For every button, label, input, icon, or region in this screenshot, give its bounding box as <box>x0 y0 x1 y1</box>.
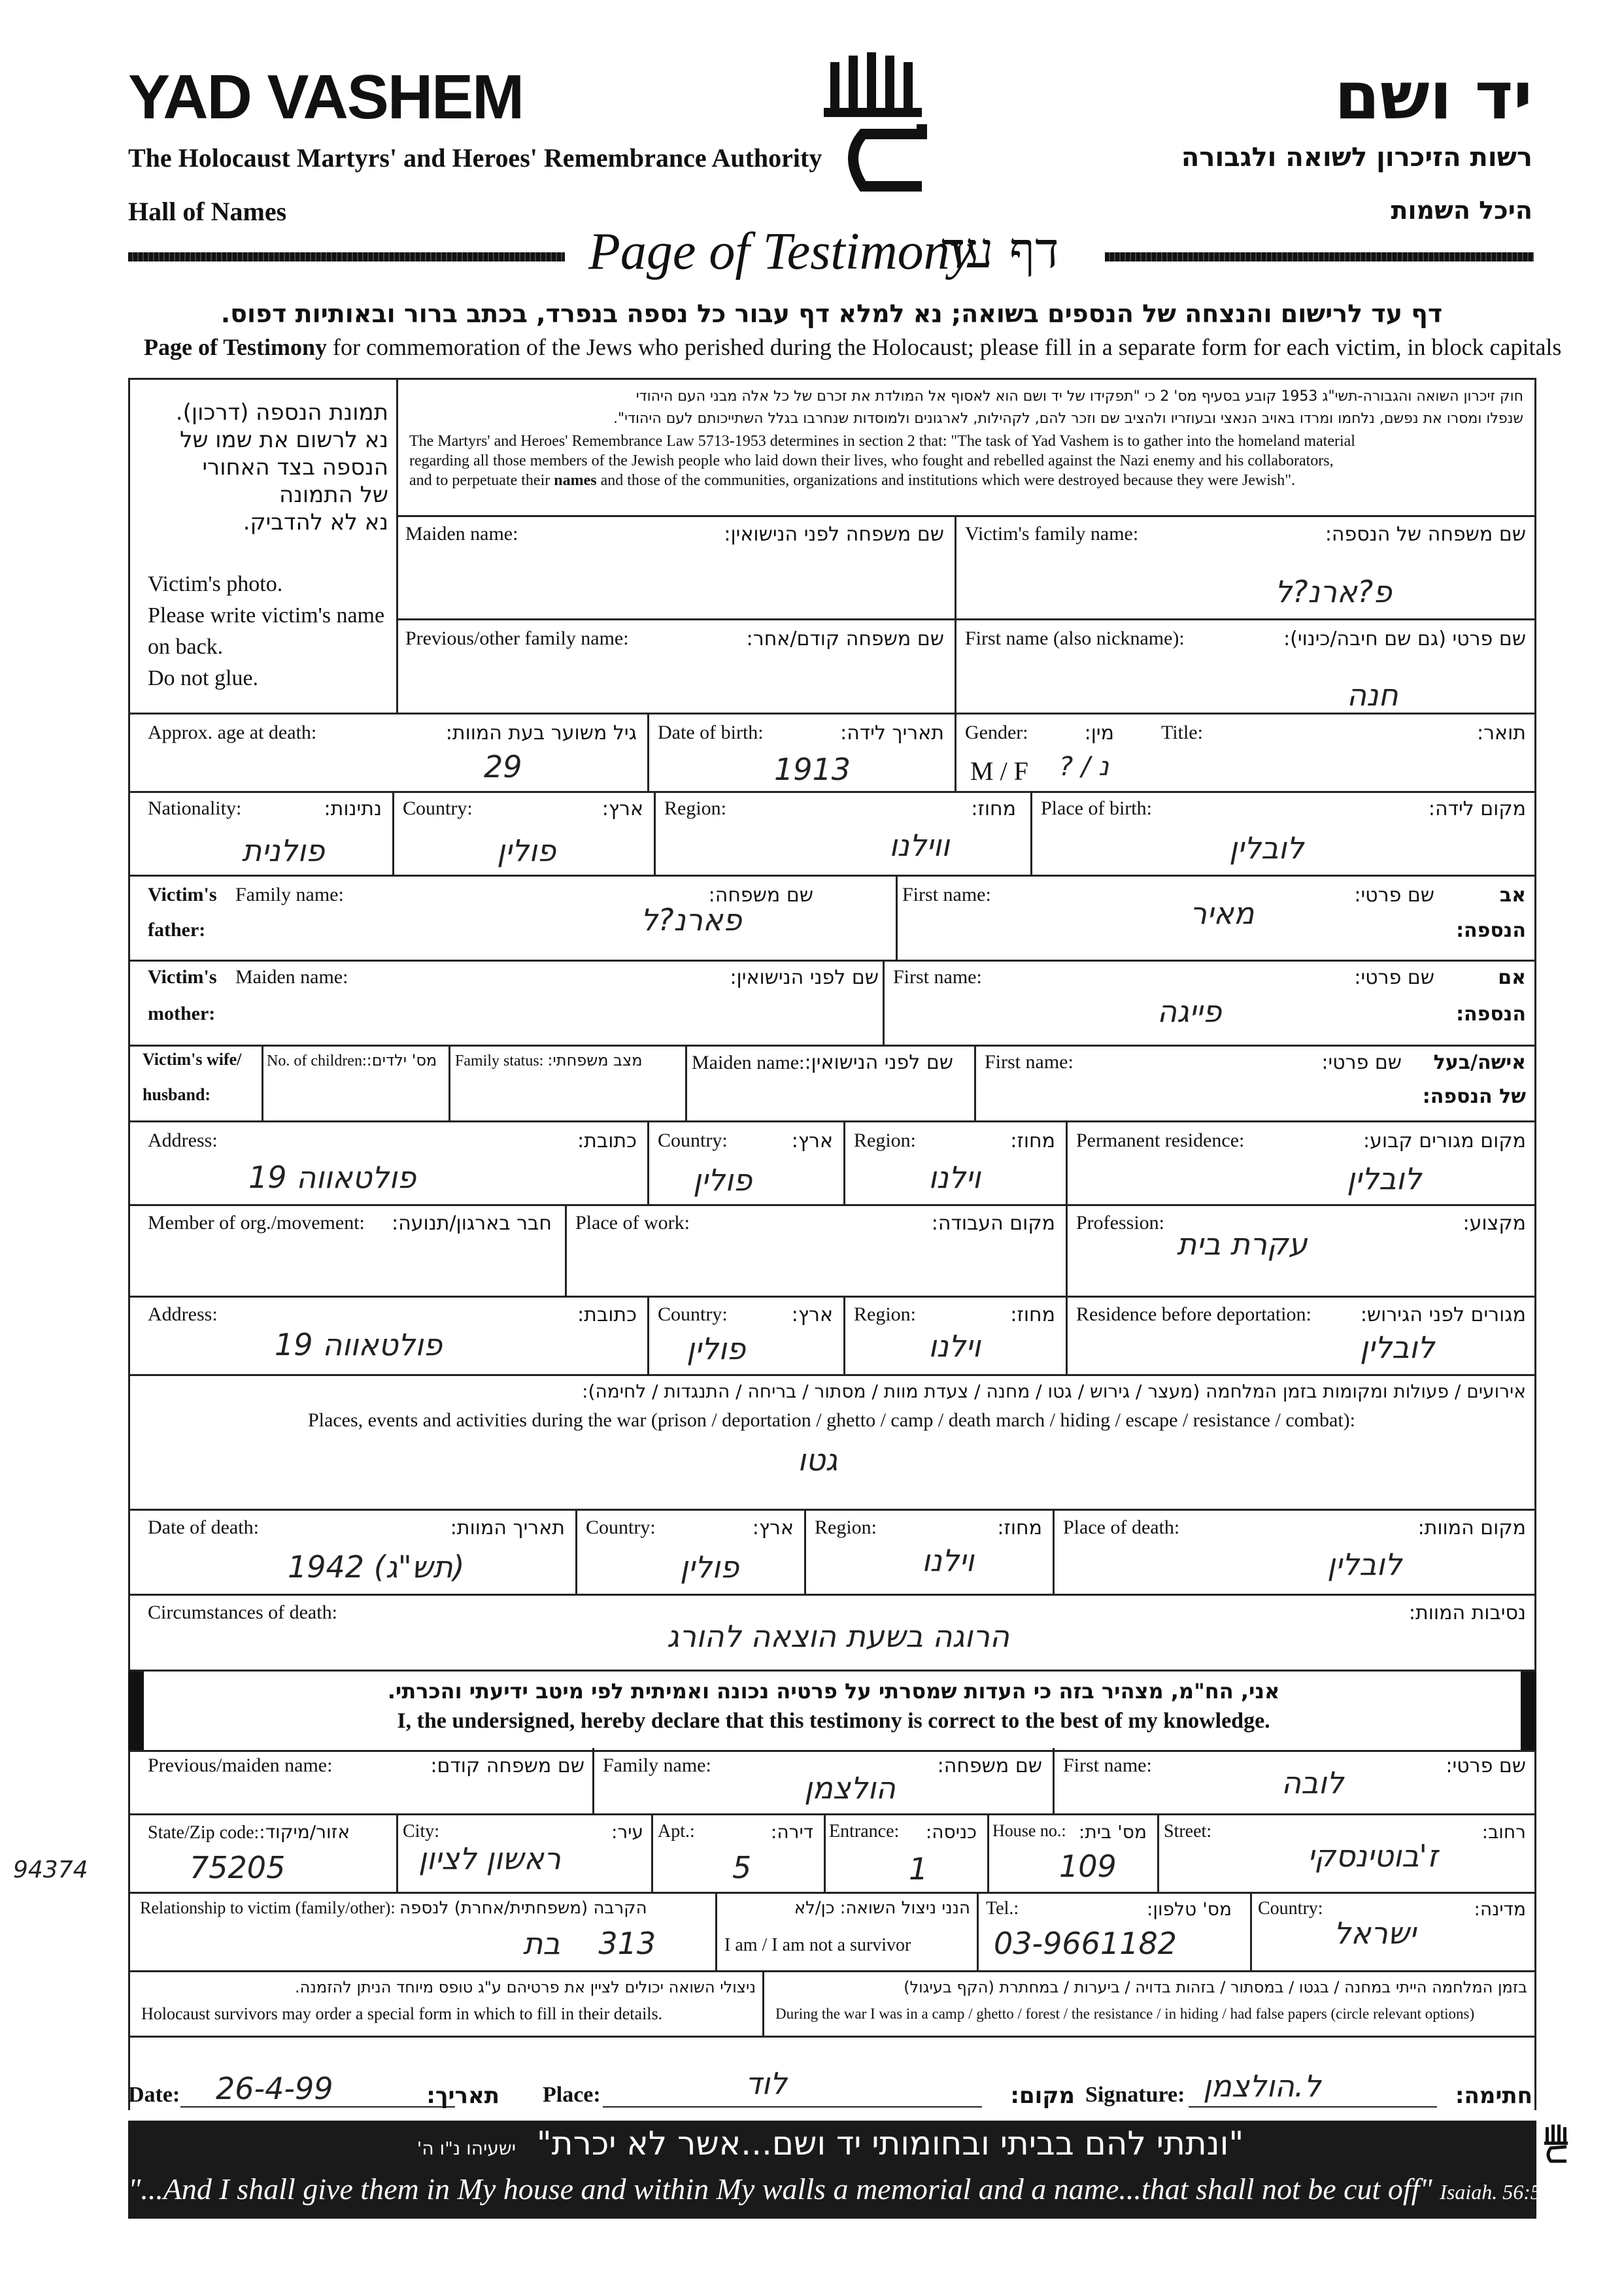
zip-label: State/Zip code:אזור/מיקוד: <box>148 1821 350 1843</box>
signature-value: ל.הולצמן <box>1203 2068 1321 2104</box>
gender-marked: נ / ? <box>1059 752 1109 782</box>
special-form-en: Holocaust survivors may order a special form in which to fill in their details. <box>141 2004 663 2023</box>
witness-first-name-value: לובה <box>1281 1765 1344 1800</box>
spouse-maiden-name-label: Maiden name:שם לפני הנישואין: <box>692 1051 953 1074</box>
deport-region-label: Region: <box>854 1303 916 1325</box>
father-first-name-value: מאיר <box>1190 896 1255 931</box>
witness-first-name-label-he: שם פרטי: <box>1446 1755 1526 1777</box>
events-label-he: אירועים / פעולות ומקומות בזמן המלחמה (מעצר / גירוש / גטו / מחנה / צעדת מוות / מסתור / בריחה / התנגדות / לחימה): <box>582 1381 1526 1402</box>
address-country-label-he: ארץ: <box>791 1130 833 1152</box>
country-label: Country: <box>403 798 473 819</box>
footer-quote-band <box>128 2121 1541 2219</box>
house-no-label: House no.: <box>992 1821 1066 1840</box>
circumstances-label: Circumstances of death: <box>148 1602 337 1623</box>
nationality-label: Nationality: <box>148 798 242 819</box>
country-label-he: ארץ: <box>601 798 643 820</box>
date-of-birth-value: 1913 <box>774 752 851 787</box>
first-name-label: First name (also nickname): <box>965 628 1185 649</box>
gender-label-he: מין: <box>1084 722 1114 745</box>
age-at-death-label: Approx. age at death: <box>148 722 317 743</box>
place-of-birth-label: Place of birth: <box>1041 798 1152 819</box>
instructions-en: Page of Testimony for commemoration of the Jews who perished during the Holocaust; please fill in a separate form for each victim, in block capitals <box>144 334 1562 360</box>
mother-label-2: mother: <box>148 1003 216 1024</box>
death-region-label: Region: <box>815 1517 877 1538</box>
title-label: Title: <box>1161 722 1203 743</box>
events-value: גטו <box>798 1442 838 1477</box>
member-org-label: Member of org./movement: <box>148 1212 365 1234</box>
father-label: Victim's <box>148 884 217 905</box>
permanent-residence-value: לובלין <box>1347 1161 1422 1196</box>
date-of-birth-label: Date of birth: <box>658 722 764 743</box>
place-of-death-label-he: מקום המוות: <box>1417 1517 1526 1539</box>
father-first-name-label-he: שם פרטי: <box>1354 884 1434 907</box>
date-of-death-label: Date of death: <box>148 1517 259 1538</box>
date-of-death-label-he: תאריך המוות: <box>450 1517 565 1539</box>
victim-first-name-value: חנה <box>1347 677 1398 713</box>
place-of-birth-value: לובלין <box>1229 830 1304 866</box>
date-of-death-value: 1942 (תש"ג) <box>288 1549 465 1585</box>
place-value: לוד <box>745 2066 787 2101</box>
residence-before-deportation-value: לובלין <box>1360 1330 1435 1365</box>
member-org-label-he: חבר בארגון/תנועה: <box>392 1212 552 1235</box>
hall-of-names-he: היכל השמות <box>1391 196 1532 225</box>
date-of-birth-label-he: תאריך לידה: <box>840 722 944 745</box>
profession-label: Profession: <box>1076 1212 1164 1234</box>
apt-label: Apt.: <box>658 1821 695 1841</box>
during-war-en: During the war I was in a camp / ghetto / forest / the resistance / in hiding / had false papers (circle relevant options) <box>775 2006 1475 2022</box>
father-family-name-label-he: שם משפחה: <box>708 884 813 907</box>
mother-first-name-label-he: שם פרטי: <box>1354 966 1434 989</box>
children-label: No. of children:מס' ילדים: <box>267 1051 437 1069</box>
family-name-label-he: שם משפחה של הנספה: <box>1325 523 1526 546</box>
page-title-he: דף עד <box>941 221 1059 279</box>
maiden-name-label-he: שם משפחה לפני הנישואין: <box>724 523 944 546</box>
deport-country-label: Country: <box>658 1303 728 1325</box>
age-at-death-value: 29 <box>484 749 522 784</box>
mother-maiden-name-label-he: שם לפני הנישואין: <box>730 966 879 989</box>
residence-before-deportation-label-he: מגורים לפני הגירוש: <box>1360 1303 1526 1326</box>
death-country-value: פולין <box>680 1549 739 1585</box>
place-label-he: מקום: <box>1010 2083 1075 2109</box>
witness-previous-name-label-he: שם משפחה קודם: <box>430 1755 584 1777</box>
footer-quote-he: "ונתתי להם בביתי ובחומותי יד ושם...אשר לא יכרת" ישעיהו נ"ו ה' <box>416 2125 1244 2162</box>
deport-region-value: וילנו <box>928 1328 981 1364</box>
date-label: Date: <box>128 2083 180 2107</box>
tel-label-he: מס' טלפון: <box>1146 1898 1232 1920</box>
nationality-value: פולנית <box>242 833 325 868</box>
signature-label-he: חתימה: <box>1455 2083 1532 2109</box>
apt-label-he: דירה: <box>770 1821 813 1843</box>
previous-family-name-label: Previous/other family name: <box>405 628 629 649</box>
address-region-label: Region: <box>854 1130 916 1151</box>
place-of-work-label: Place of work: <box>575 1212 690 1234</box>
spouse-first-name-label-he: שם פרטי: <box>1321 1051 1402 1074</box>
deport-country-value: פולין <box>686 1331 746 1366</box>
entrance-label-he: כניסה: <box>925 1821 977 1843</box>
form-right-border <box>1534 378 1536 2110</box>
org-subtitle-en: The Holocaust Martyrs' and Heroes' Remembrance Authority <box>128 143 822 173</box>
deport-region-label-he: מחוז: <box>1010 1303 1055 1326</box>
witness-family-name-value: הולצמן <box>804 1770 896 1806</box>
mother-label-1: Victim's <box>148 966 217 988</box>
survivor-label-he: הנני ניצול השואה: כן/לא <box>794 1898 970 1918</box>
city-label: City: <box>403 1821 440 1841</box>
death-region-value: וילנו <box>922 1543 974 1578</box>
deport-address-value: פולטאווה 19 <box>275 1327 443 1362</box>
deport-address-label-he: כתובת: <box>577 1303 637 1326</box>
survivor-label-en: I am / I am not a survivor <box>724 1935 911 1955</box>
yad-vashem-logo-icon <box>824 52 935 196</box>
page-title-en: Page of Testimony <box>588 223 973 280</box>
header-rule-left <box>128 252 565 261</box>
address-label: Address: <box>148 1130 218 1151</box>
father-label-he-2: הנספה: <box>1456 919 1526 942</box>
spouse-label-he-1: אישה/בעל <box>1433 1051 1526 1074</box>
zip-value: 75205 <box>190 1850 286 1885</box>
permanent-residence-label: Permanent residence: <box>1076 1130 1245 1151</box>
house-no-value: 109 <box>1059 1849 1117 1884</box>
form-left-border <box>128 378 130 2110</box>
place-of-work-label-he: מקום העבודה: <box>931 1212 1055 1235</box>
date-label-he: תאריך: <box>426 2083 499 2109</box>
tel-value: 03-9661182 <box>994 1926 1177 1961</box>
maiden-name-label: Maiden name: <box>405 523 518 545</box>
street-label: Street: <box>1164 1821 1212 1841</box>
father-label-2: father: <box>148 919 206 941</box>
father-family-name-value: פארנ?ל <box>641 902 742 937</box>
place-of-death-value: לובלין <box>1327 1547 1402 1582</box>
declaration-en: I, the undersigned, hereby declare that this testimony is correct to the best of my knowledge. <box>397 1709 1270 1733</box>
during-war-he: בזמן המלחמה הייתי במחנה / בגטו / במסתור / בזהות בדויה / ביערות / במחתרת (הקף בעיגול) <box>904 1978 1527 1996</box>
witness-family-name-label: Family name: <box>603 1755 711 1776</box>
death-country-label-he: ארץ: <box>752 1517 794 1539</box>
photo-instructions-en: Victim's photo. Please write victim's name on back. Do not glue. <box>148 572 385 690</box>
relationship-value: 313 בת <box>523 1926 656 1961</box>
death-country-label: Country: <box>586 1517 656 1538</box>
entrance-label: Entrance: <box>829 1821 900 1841</box>
spouse-label-he-2: של הנספה: <box>1422 1085 1526 1108</box>
footer-quote-en: "...And I shall give them in My house and within My walls a memorial and a name...that shall not be cut off" Isaiah. 56:5 <box>128 2172 1541 2206</box>
city-value: ראשון לציון <box>418 1841 561 1876</box>
father-family-name-label: Family name: <box>235 884 344 905</box>
residence-before-deportation-label: Residence before deportation: <box>1076 1303 1311 1325</box>
mother-maiden-name-label: Maiden name: <box>235 966 348 988</box>
street-value: ז'בוטינסקי <box>1308 1838 1438 1874</box>
address-value: פולטאווה 19 <box>248 1160 416 1195</box>
tel-label: Tel.: <box>986 1898 1019 1919</box>
address-country-value: פולין <box>693 1162 753 1198</box>
declaration-he: אני, הח"מ, מצהיר בזה כי העדות שמסרתי על פרטיה נכונה ואמיתית לפי מיטב ידיעתי והכרתי. <box>387 1679 1280 1704</box>
hall-of-names-en: Hall of Names <box>128 197 287 226</box>
birth-region-value: ווילנו <box>889 828 950 863</box>
date-value: 26-4-99 <box>216 2071 333 2106</box>
law-text-he: חוק זיכרון השואה והגבורה-תשי"ג 1953 קובע בסעיף מס' 2 כי "תפקידו של יד ושם הוא לאסוף אל המולדת את זכרם של כל אלה מבני העם היהודי שנפלו ומסרו את נפשם, נלחמו ומרדו באויב הנאצי ובעוזריו ולהציב שם וזכר להם, לקהילות, לארגונים ולמוסדות שנחרבו בגלל השתייכותם לעם היהודי". <box>613 388 1523 427</box>
family-status-label: Family status: מצב משפחתי: <box>455 1051 643 1069</box>
permanent-residence-label-he: מקום מגורים קבוע: <box>1363 1130 1526 1152</box>
family-name-label: Victim's family name: <box>965 523 1139 545</box>
signature-label: Signature: <box>1085 2083 1185 2107</box>
address-country-label: Country: <box>658 1130 728 1151</box>
witness-country-label-he: מדינה: <box>1474 1898 1526 1920</box>
region-label: Region: <box>664 798 726 819</box>
place-of-birth-label-he: מקום לידה: <box>1428 798 1526 820</box>
spouse-label-2: husband: <box>143 1085 211 1104</box>
address-region-label-he: מחוז: <box>1010 1130 1055 1152</box>
mother-first-name-label: First name: <box>893 966 982 988</box>
region-label-he: מחוז: <box>971 798 1016 820</box>
house-no-label-he: מס' בית: <box>1078 1821 1147 1843</box>
header-rule-right <box>1105 252 1534 261</box>
address-region-value: וילנו <box>928 1160 981 1195</box>
age-at-death-label-he: גיל משוער בעת המוות: <box>445 722 637 745</box>
father-first-name-label: First name: <box>902 884 991 905</box>
org-subtitle-he: רשות הזיכרון לשואה ולגבורה <box>1181 143 1532 173</box>
previous-family-name-label-he: שם משפחה קודם/אחר: <box>746 628 944 650</box>
law-text-en: The Martyrs' and Heroes' Remembrance Law 5713-1953 determines in section 2 that: "The task of Yad Vashem is to gather into the homeland material regarding all those members of the Jewish people who laid down their lives, who fought and rebelled against the Nazi enemy and his collaborators, and to perpetuate their names and those of the communities, organizations and institutions which were destroyed because they were Jewish". <box>409 433 1355 489</box>
first-name-label-he: שם פרטי (גם שם חיבה/כינוי): <box>1283 628 1526 650</box>
org-name-en: YAD VASHEM <box>128 62 524 132</box>
instructions-he: דף עד לרישום והנצחה של הנספים בשואה; נא למלא דף עבור כל נספה בנפרד, בכתב ברור ובאותיות דפוס. <box>220 299 1443 328</box>
apt-value: 5 <box>732 1850 752 1885</box>
circumstances-value: הרוגה בשעת הוצאה להורג <box>667 1619 1009 1654</box>
street-label-he: רחוב: <box>1481 1821 1526 1843</box>
victim-family-name-value: פ?ארנ?ל <box>1275 574 1392 609</box>
birth-country-value: פולין <box>497 833 556 868</box>
profession-value: עקרת בית <box>1177 1226 1308 1262</box>
spouse-first-name-label: First name: <box>985 1051 1074 1073</box>
deport-country-label-he: ארץ: <box>791 1303 833 1326</box>
small-logo-icon <box>1544 2125 1570 2164</box>
mother-label-he-2: הנספה: <box>1456 1003 1526 1026</box>
mother-first-name-value: פייגה <box>1157 994 1222 1029</box>
father-label-he-1: אב <box>1499 884 1526 907</box>
witness-first-name-label: First name: <box>1063 1755 1152 1776</box>
deport-address-label: Address: <box>148 1303 218 1325</box>
margin-note: 94374 <box>13 1857 88 1883</box>
relationship-label: Relationship to victim (family/other): הקרבה (משפחתית/אחרת) לנספה <box>140 1898 647 1918</box>
title-label-he: תואר: <box>1477 722 1526 745</box>
city-label-he: עיר: <box>611 1821 643 1843</box>
nationality-label-he: נתינות: <box>324 798 382 820</box>
gender-options: M / F <box>970 756 1028 786</box>
witness-country-value: ישראל <box>1334 1915 1416 1951</box>
witness-family-name-label-he: שם משפחה: <box>937 1755 1042 1777</box>
address-label-he: כתובת: <box>577 1130 637 1152</box>
photo-instructions-he: תמונת הנספה (דרכון). נא לרשום את שמו של הנספה בצד האחורי של התמונה נא לא להדביק. <box>175 399 388 535</box>
place-label: Place: <box>543 2083 601 2107</box>
entrance-value: 1 <box>909 1851 928 1887</box>
events-label-en: Places, events and activities during the war (prison / deportation / ghetto / camp / death march / hiding / escape / resistance / combat): <box>307 1409 1355 1431</box>
circumstances-label-he: נסיבות המוות: <box>1408 1602 1526 1624</box>
org-name-he: יד ושם <box>1334 58 1532 134</box>
profession-label-he: מקצוע: <box>1463 1212 1526 1235</box>
gender-label: Gender: <box>965 722 1028 743</box>
spouse-label-1: Victim's wife/ <box>143 1050 242 1069</box>
special-form-he: ניצולי השואה יכולים לציין את פרטיהם ע"ג טופס מיוחד הניתן להזמנה. <box>295 1978 756 1996</box>
place-of-death-label: Place of death: <box>1063 1517 1180 1538</box>
witness-country-label: Country: <box>1258 1898 1323 1919</box>
death-region-label-he: מחוז: <box>997 1517 1042 1539</box>
form-top-border <box>128 378 1536 380</box>
witness-previous-name-label: Previous/maiden name: <box>148 1755 333 1776</box>
mother-label-he-1: אם <box>1498 966 1526 989</box>
